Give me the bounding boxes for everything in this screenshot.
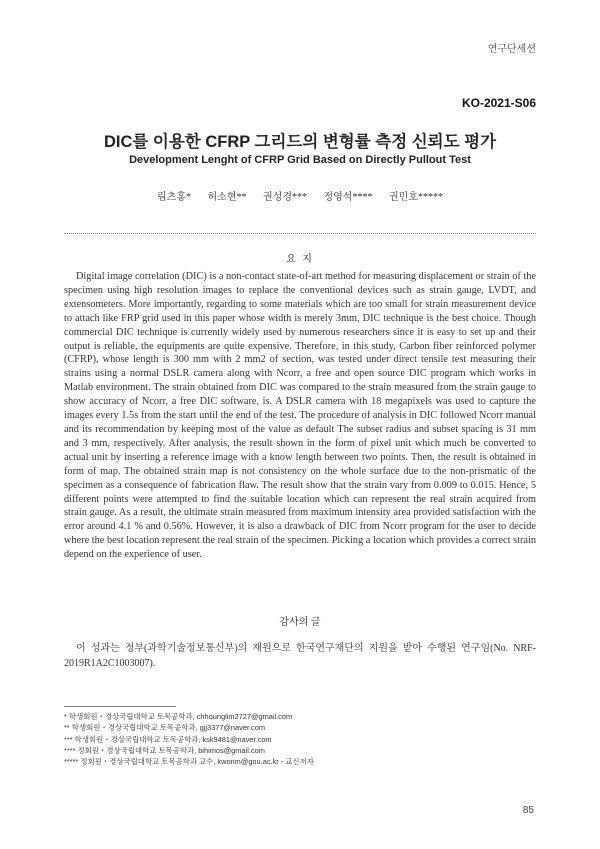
- acknowledgement-body: 이 성과는 정부(과학기술정보통신부)의 재원으로 한국연구재단의 지원을 받아 수행된 연구임(No. NRF-2019R1A2C1003007).: [64, 643, 536, 669]
- abstract-heading: 요 지: [286, 254, 314, 265]
- page-number: 85: [522, 805, 534, 816]
- author-name: 권민호*****: [388, 192, 443, 203]
- paper-title-korean: DIC를 이용한 CFRP 그리드의 변형률 측정 신뢰도 평가: [103, 133, 497, 151]
- footnote-item: ***** 정회원・경상국립대학교 토목공학과 교수, kwonm@gnu.ac.kr - 교신저자: [64, 757, 314, 767]
- author-name: 림츠홍*: [157, 192, 192, 203]
- footnote-divider: [64, 706, 176, 707]
- footnote-item: ** 학생회원・경상국립대학교 토목공학과, gjj3377@naver.com: [64, 723, 266, 733]
- footnote-item: *** 학생회원・경상국립대학교 토목공학과, ksk9481@naver.com: [64, 734, 272, 744]
- footnote-list: [64, 711, 536, 767]
- acknowledgement-heading: 감사의 글: [279, 617, 321, 628]
- author-name: 허소현**: [207, 192, 247, 203]
- abstract-body: Digital image correlation (DIC) is a non-contact state-of-art method for measuring displacement or strain of the specimen using high resolution images to replace the conventional devices such as strain gauge, LVDT, and extensometers. More importantly, regarding to some materials which are too small for strain measurement device to attach like FRP grid used in this paper whose width is merely 3mm, DIC technique is the best choice. Though commercial DIC technique is currently widely used by numerous researchers since it is easy to set up and their output is reliable, the equipments are quite expensive. Therefore, in this study, Carbon fiber reinforced polymer (CFRP), whose length is 300 mm with 2 mm2 of section, was tested under direct tensile test measuring their strains using a normal DSLR camera along with Ncorr, a free and open source DIC program which works in Matlab environment. The strain obtained from DIC was compared to the strain measured from the strain gauge to show accuracy of Ncorr, a free DIC software, is. A DSLR camera with 18 megapixels was used to capture the images every 1.5s from the start until the end of the test. The procedure of analysis in DIC followed Ncorr manual and its recommendation by keeping most of the value as default The subset radius and subset spacing is 31 mm and 3 mm, respectively. After analysis, the result shown in the form of pixel unit which much be converted to actual unit by inserting a reference image with a know length between two points. Then, the result is obtained in form of map. The obtained strain map is not consistency on the whole surface due to the non-prismatic of the specimen as a consequence of fabrication flaw. The result show that the strain vary from 0.009 to 0.015. Hence, 5 different points were attempted to find the suitable location which can represent the real strain acquired from strain gauge. As a result, the ultimate strain measured from maximum intensity area provided satisfaction with the error around 4.1 % and 0.56%. However, it is also a drawback of DIC from Ncorr program for the user to decide where the best location represent the real strain of the specimen. Picking a location which provides a correct strain depend on the experience of user.: [64, 271, 536, 561]
- section-divider: [64, 233, 536, 234]
- footnote-item: * 학생회원・경상국립대학교 토목공학과, chhounglim2727@gmail.com: [64, 712, 293, 721]
- author-name: 정영석****: [323, 192, 373, 203]
- author-name: 권성경***: [263, 192, 307, 203]
- section-label: 연구단세션: [487, 44, 536, 55]
- paper-code: KO-2021-S06: [461, 96, 536, 110]
- footnote-item: **** 정회원・경상국립대학교 토목공학과, bihimos@gmail.com: [64, 745, 265, 755]
- paper-title-english: Development Lenght of CFRP Grid Based on Directly Pullout Test: [129, 154, 471, 166]
- author-list: [0, 188, 600, 203]
